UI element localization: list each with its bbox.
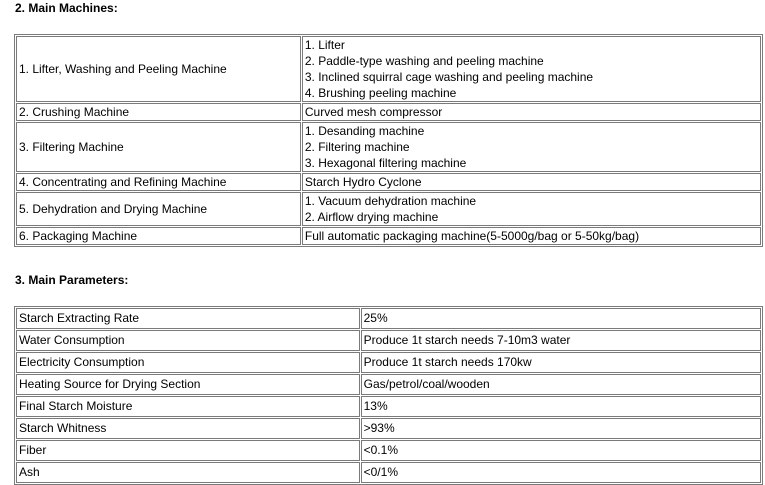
- machine-name: 6. Packaging Machine: [16, 227, 301, 245]
- main-parameters-table: [14, 306, 763, 485]
- table-row: [16, 418, 761, 439]
- machine-detail-line: 2. Paddle-type washing and peeling machine: [304, 54, 544, 68]
- machine-detail-line: Full automatic packaging machine(5-5000g/bag or 5-50kg/bag): [304, 229, 640, 243]
- table-row: [16, 308, 761, 329]
- machine-name: 5. Dehydration and Drying Machine: [16, 192, 301, 226]
- table-row: [16, 36, 761, 102]
- parameter-name: Starch Extracting Rate: [16, 308, 360, 329]
- machine-detail-line: 3. Hexagonal filtering machine: [304, 156, 467, 170]
- machine-details: [302, 173, 761, 191]
- machine-details: [302, 192, 761, 226]
- table-row: [16, 440, 761, 461]
- table-row: [16, 352, 761, 373]
- table-row: [16, 192, 761, 226]
- table-row: [16, 122, 761, 172]
- parameter-value: Produce 1t starch needs 170kw: [361, 352, 761, 373]
- machine-details: [302, 36, 761, 102]
- parameter-name: Final Starch Moisture: [16, 396, 360, 417]
- parameter-name: Water Consumption: [16, 330, 360, 351]
- table-row: [16, 462, 761, 483]
- main-machines-heading: 2. Main Machines:: [15, 1, 118, 15]
- parameter-value: >93%: [361, 418, 761, 439]
- main-parameters-heading: 3. Main Parameters:: [15, 273, 129, 287]
- parameter-value: 13%: [361, 396, 761, 417]
- machine-name: 4. Concentrating and Refining Machine: [16, 173, 301, 191]
- machine-name: 3. Filtering Machine: [16, 122, 301, 172]
- machine-name: 2. Crushing Machine: [16, 103, 301, 121]
- machine-details: [302, 122, 761, 172]
- main-machines-table: [14, 34, 763, 247]
- parameter-name: Electricity Consumption: [16, 352, 360, 373]
- parameter-name: Ash: [16, 462, 360, 483]
- machine-detail-line: 3. Inclined squirral cage washing and peeling machine: [304, 70, 594, 84]
- machine-detail-line: Curved mesh compressor: [304, 105, 443, 119]
- parameter-value: Produce 1t starch needs 7-10m3 water: [361, 330, 761, 351]
- parameter-name: Starch Whitness: [16, 418, 360, 439]
- parameter-name: Fiber: [16, 440, 360, 461]
- machine-detail-line: 1. Lifter: [304, 38, 345, 52]
- machine-details: [302, 103, 761, 121]
- machine-detail-line: 1. Desanding machine: [304, 124, 425, 138]
- table-row: [16, 330, 761, 351]
- table-row: [16, 173, 761, 191]
- parameter-value: <0.1%: [361, 440, 761, 461]
- table-row: [16, 396, 761, 417]
- machine-detail-line: 4. Brushing peeling machine: [304, 86, 457, 100]
- parameter-value: Gas/petrol/coal/wooden: [361, 374, 761, 395]
- machine-details: [302, 227, 761, 245]
- machine-name: 1. Lifter, Washing and Peeling Machine: [16, 36, 301, 102]
- machine-detail-line: 2. Airflow drying machine: [304, 210, 439, 224]
- table-row: [16, 227, 761, 245]
- parameter-name: Heating Source for Drying Section: [16, 374, 360, 395]
- parameter-value: <0/1%: [361, 462, 761, 483]
- table-row: [16, 103, 761, 121]
- table-row: [16, 374, 761, 395]
- machine-detail-line: 1. Vacuum dehydration machine: [304, 194, 477, 208]
- machine-detail-line: 2. Filtering machine: [304, 140, 410, 154]
- machine-detail-line: Starch Hydro Cyclone: [304, 175, 422, 189]
- parameter-value: 25%: [361, 308, 761, 329]
